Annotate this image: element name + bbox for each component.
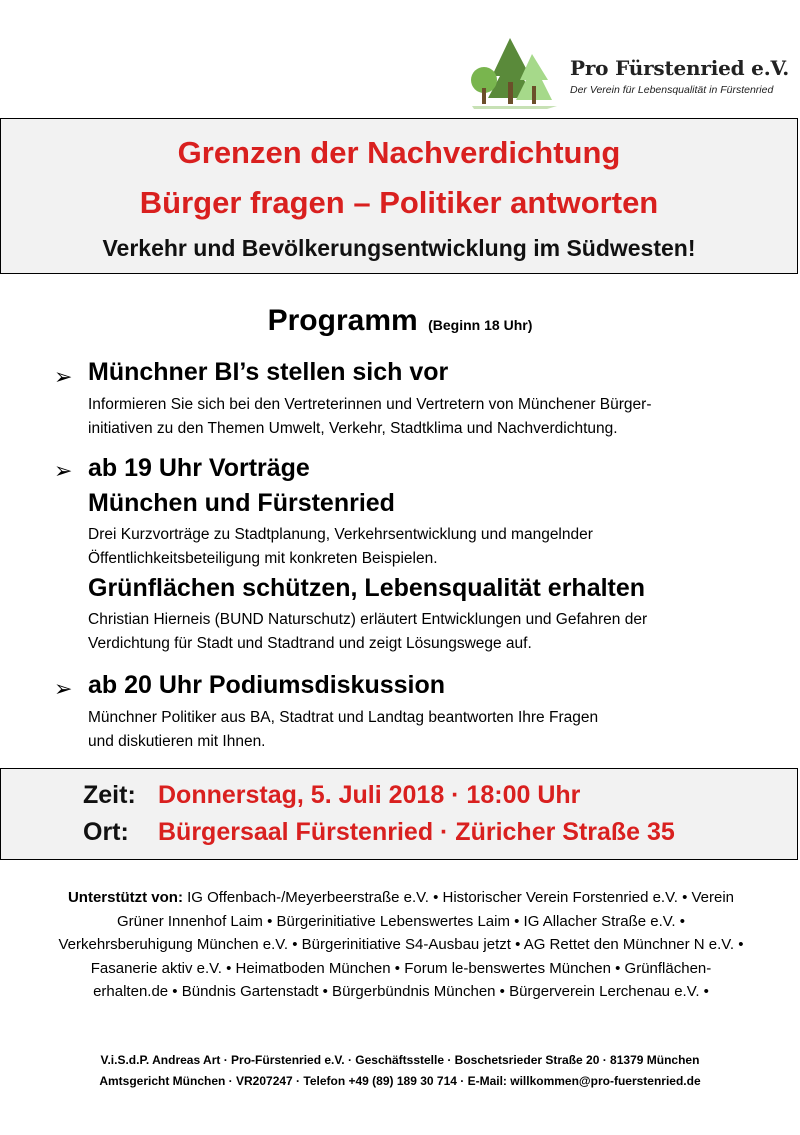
place-value: Bürgersaal Fürstenried · Züricher Straße 35	[158, 818, 675, 846]
org-tagline: Der Verein für Lebensqualität in Fürstenried	[570, 84, 774, 96]
item-2-text-2: Öffentlichkeitsbeteiligung mit konkreten Beispielen.	[88, 550, 438, 567]
arrow-bullet-icon: ➢	[54, 364, 73, 389]
item-1-text-2: initiativen zu den Themen Umwelt, Verkehr, Stadtklima und Nachverdichtung.	[88, 420, 618, 437]
footer-line-1: V.i.S.d.P. Andreas Art · Pro-Fürstenried e.V. · Geschäftsstelle · Boschetsrieder Straße 20 · 81379 München	[100, 1053, 700, 1067]
item-2-text-4: Verdichtung für Stadt und Stadtrand und zeigt Lösungswege auf.	[88, 635, 532, 652]
item-1-title: Münchner BI’s stellen sich vor	[88, 358, 449, 386]
subtitle: Verkehr und Bevölkerungsentwicklung im Südwesten!	[102, 235, 696, 261]
item-3-text-2: und diskutieren mit Ihnen.	[88, 733, 266, 750]
logo	[462, 36, 790, 116]
item-2-text-1: Drei Kurzvorträge zu Stadtplanung, Verkehrsentwicklung und mangelnder	[88, 526, 593, 543]
place-label: Ort:	[83, 818, 129, 846]
time-label: Zeit:	[83, 781, 136, 809]
time-value: Donnerstag, 5. Juli 2018 · 18:00 Uhr	[158, 781, 581, 809]
supporters-label: Unterstützt von:	[67, 889, 183, 906]
program-heading	[0, 304, 800, 338]
footer-line-2: Amtsgericht München · VR207247 · Telefon +49 (89) 189 30 714 · E-Mail: willkommen@pro-fuerstenried.de	[99, 1074, 701, 1088]
title-line-1: Grenzen der Nachverdichtung	[177, 135, 621, 170]
program-start-note: (Beginn 18 Uhr)	[428, 317, 533, 333]
supporters	[56, 886, 746, 1004]
item-3-title: ab 20 Uhr Podiumsdiskussion	[88, 671, 446, 699]
supporters-text: IG Offenbach-/Meyerbeerstraße e.V. • Historischer Verein Forstenried e.V. • Verein Grüner Innenhof Laim • Bürgerinitiative Lebenswertes Laim • IG Allacher Straße e.V. • Verkehrsberuhigung München e.V. • Bürgerinitiative S4-Ausbau jetzt • AG Rettet den Münchner N e.V. • Fasanerie aktiv e.V. • Heimatboden München • Forum le-benswertes München • Grünflächen-erhalten.de • Bündnis Gartenstadt • Bürgerbündnis München • Bürgerverein Lerchenau e.V. •	[58, 889, 744, 1000]
item-2-text-3: Christian Hierneis (BUND Naturschutz) erläutert Entwicklungen und Gefahren der	[88, 611, 648, 628]
arrow-bullet-icon: ➢	[54, 458, 73, 483]
event-box	[0, 768, 798, 860]
item-3-text-1: Münchner Politiker aus BA, Stadtrat und Landtag beantworten Ihre Fragen	[88, 709, 599, 726]
item-2-title: ab 19 Uhr Vorträge	[88, 454, 310, 482]
item-2-subtitle: München und Fürstenried	[88, 489, 395, 517]
arrow-bullet-icon: ➢	[54, 676, 73, 701]
trees-logo-icon	[462, 36, 562, 116]
title-line-2: Bürger fragen – Politiker antworten	[139, 185, 659, 220]
title-box	[0, 118, 798, 274]
item-1-text-1: Informieren Sie sich bei den Vertreterinnen und Vertretern von Münchener Bürger-	[88, 396, 652, 413]
item-2-subtitle-2: Grünflächen schützen, Lebensqualität erhalten	[88, 574, 646, 602]
org-name: Pro Fürstenried e.V.	[570, 56, 790, 80]
program-title: Programm	[267, 304, 418, 337]
